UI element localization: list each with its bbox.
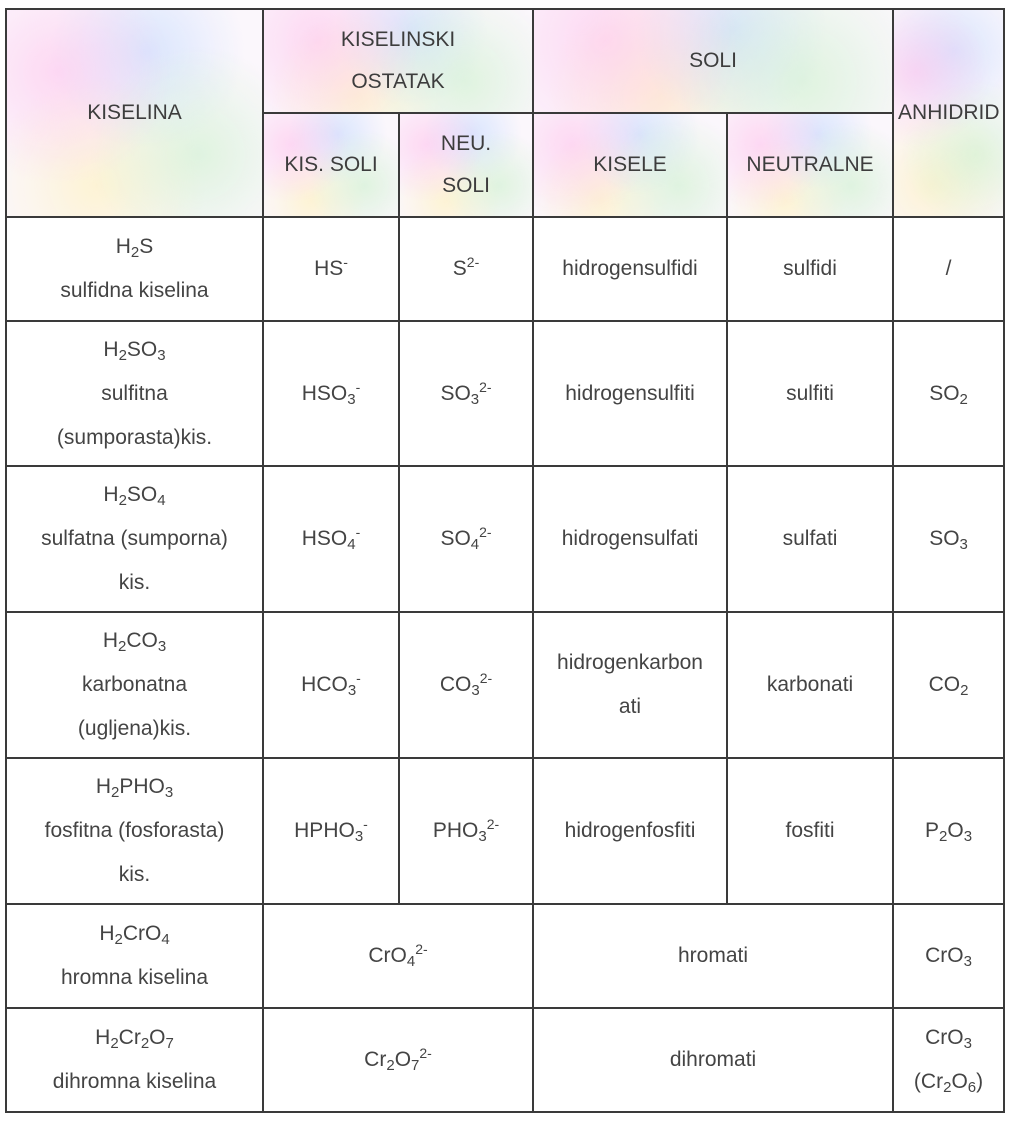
acid-cell [6,321,263,466]
acid-name: (ugljena)kis. [77,717,192,740]
acid-formula: $H_2SO_4$ [103,483,166,509]
acid-salt-cell: hidrogenfosfiti [533,758,727,904]
acid-name: hromna kiselina [60,966,209,989]
header-salts: SOLI [533,9,893,113]
acid-salt-cell: hidrogensulfiti [533,321,727,466]
table-row [6,466,1004,612]
acid-name: kis. [118,863,151,886]
neutral-salt-cell: sulfidi [727,217,893,321]
acid-residue-cell: HS- [263,217,399,321]
anhydride-cell: CrO$_3$ [893,904,1004,1008]
acid-residue-cell: $HCO_3^-$ [263,612,399,758]
acid-formula: $H_2PHO_3$ [95,775,174,801]
table-row [6,612,1004,758]
neutral-residue-cell: $S^{2-}$ [399,217,533,321]
acid-salt-cell: hidrogensulfati [533,466,727,612]
header-acid: KISELINA [6,9,263,217]
table-row [6,904,1004,1008]
acid-cell [6,1008,263,1112]
acid-residue-cell: $HSO_4^-$ [263,466,399,612]
neutral-salt-cell: sulfiti [727,321,893,466]
anhydride-cell: $P_2O_3$ [893,758,1004,904]
header-neutral-salts-residue: NEU. SOLI [399,113,533,217]
acid-name: sulfidna kiselina [60,279,209,302]
table-row [6,321,1004,466]
salts-cell: hromati [533,904,893,1008]
header-neutral-salts: NEUTRALNE [727,113,893,217]
residue-cell: $Cr_2O_7^{2-}$ [263,1008,533,1112]
table-row [6,758,1004,904]
acid-salts-table [5,8,1005,1113]
acid-cell [6,466,263,612]
acid-formula: $H_2CrO_4$ [99,922,170,948]
acid-name: dihromna kiselina [52,1070,217,1093]
acid-cell [6,612,263,758]
header-acid-salts: KISELE [533,113,727,217]
acid-name: karbonatna [81,673,188,696]
residue-cell: CrO$_4^{2-}$ [263,904,533,1008]
acid-residue-cell: $HPHO_3^-$ [263,758,399,904]
neutral-residue-cell: $SO_4^{2-}$ [399,466,533,612]
acid-cell [6,217,263,321]
neutral-salt-cell: fosfiti [727,758,893,904]
acid-salt-cell: hidrogenkarbon ati [533,612,727,758]
page [2,4,1006,1108]
acid-name: sulfatna (sumporna) [41,527,228,550]
acid-formula: $H_2Cr_2O_7$ [95,1026,174,1052]
neutral-residue-cell: $SO_3^{2-}$ [399,321,533,466]
header-row-1 [6,9,1004,113]
anhydride-cell: $SO_2$ [893,321,1004,466]
acid-formula: $H_2SO_3$ [103,337,166,364]
acid-formula: $H_2CO_3$ [102,629,167,655]
neutral-salt-cell: sulfati [727,466,893,612]
neutral-residue-cell: $CO_3^{2-}$ [399,612,533,758]
table-row [6,217,1004,321]
acid-formula: $H_2S$ [115,235,154,261]
anhydride-cell: / [893,217,1004,321]
acid-cell [6,758,263,904]
acid-name: kis. [118,571,151,594]
acid-name: (sumporasta)kis. [56,425,213,449]
table-row [6,1008,1004,1112]
acid-cell [6,904,263,1008]
header-residue: KISELINSKI OSTATAK [263,9,533,113]
acid-name: fosfitna (fosforasta) [44,819,225,842]
header-anhydride: ANHIDRID [893,9,1004,217]
acid-name: sulfitna [101,381,168,405]
anhydride-cell: $SO_3$ [893,466,1004,612]
salts-cell: dihromati [533,1008,893,1112]
acid-salt-cell: hidrogensulfidi [533,217,727,321]
anhydride-cell: $CO_2$ [893,612,1004,758]
neutral-salt-cell: karbonati [727,612,893,758]
anhydride-cell: CrO$_3$ $(Cr_2O_6)$ [893,1008,1004,1112]
neutral-residue-cell: $PHO_3^{2-}$ [399,758,533,904]
header-acid-salts-residue: KIS. SOLI [263,113,399,217]
acid-residue-cell: $HSO_3^-$ [263,321,399,466]
